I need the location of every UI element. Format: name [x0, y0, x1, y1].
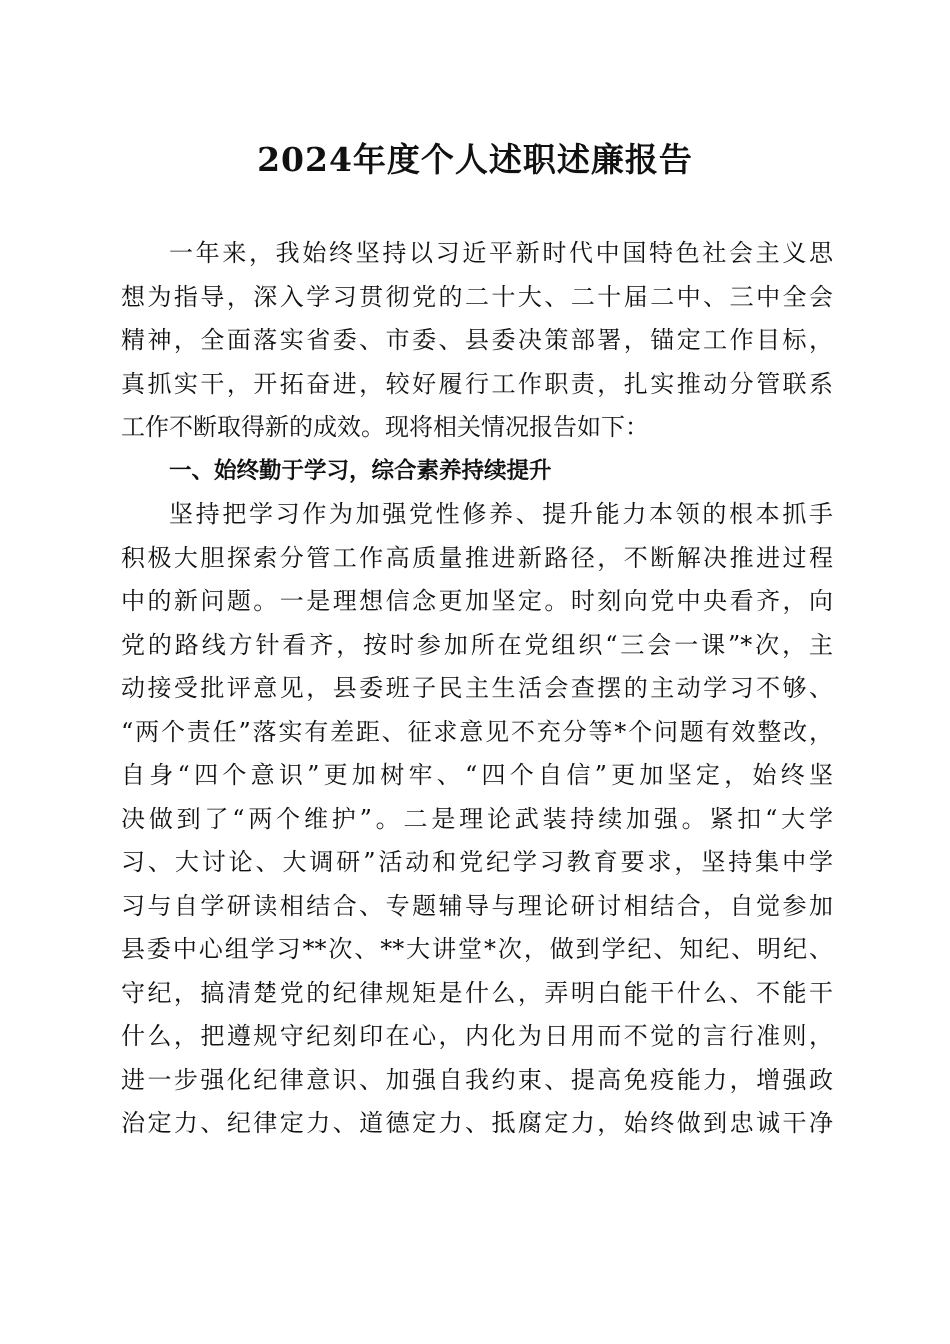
- document-body: [121, 232, 833, 1146]
- paragraph-line: 党的路线方针看齐，按时参加所在党组织“三会一课”*次，主: [121, 630, 833, 659]
- paragraph-line: 什么，把遵规守纪刻印在心，内化为日用而不觉的言行准则，: [121, 1022, 833, 1050]
- paragraph-line: 习与自学研读相结合、专题辅导与理论研讨相结合，自觉参加: [121, 891, 833, 920]
- paragraph-line: 自身“四个意识”更加树牢、“四个自信”更加坚定，始终坚: [121, 761, 833, 789]
- paragraph-line: 工作不断取得新的成效。现将相关情况报告如下：: [121, 413, 649, 441]
- paragraph-line: “两个责任”落实有差距、征求意见不充分等*个问题有效整改，: [121, 717, 833, 746]
- paragraph-line: 积极大胆探索分管工作高质量推进新路径，不断解决推进过程: [121, 543, 833, 572]
- paragraph-line: 守纪，搞清楚党的纪律规矩是什么，弄明白能干什么、不能干: [121, 978, 833, 1007]
- paragraph-line: 真抓实干，开拓奋进，较好履行工作职责，扎实推动分管联系: [121, 369, 833, 398]
- paragraph-line: 习、大讨论、大调研”活动和党纪学习教育要求，坚持集中学: [121, 848, 833, 876]
- paragraph-line: 治定力、纪律定力、道德定力、抵腐定力，始终做到忠诚干净: [121, 1109, 833, 1137]
- paragraph-line: 精神，全面落实省委、市委、县委决策部署，锚定工作目标，: [121, 326, 833, 354]
- paragraph-line: 坚持把学习作为加强党性修养、提升能力本领的根本抓手: [169, 500, 833, 528]
- paragraph-line: 进一步强化纪律意识、加强自我约束、提高免疫能力，增强政: [121, 1065, 833, 1094]
- document-title: 2024年度个人述职述廉报告: [257, 140, 693, 179]
- paragraph-line: 中的新问题。一是理想信念更加坚定。时刻向党中央看齐，向: [121, 587, 833, 615]
- paragraph-line: 一年来，我始终坚持以习近平新时代中国特色社会主义思: [169, 239, 833, 267]
- paragraph-line: 决做到了“两个维护”。二是理论武装持续加强。紧扣“大学: [121, 804, 833, 833]
- section-heading: 一、始终勤于学习，综合素养持续提升: [169, 457, 552, 484]
- paragraph-line: 想为指导，深入学习贯彻党的二十大、二十届二中、三中全会: [121, 282, 833, 311]
- paragraph-line: 县委中心组学习**次、**大讲堂*次，做到学纪、知纪、明纪、: [121, 935, 833, 963]
- paragraph-line: 动接受批评意见，县委班子民主生活会查摆的主动学习不够、: [121, 674, 833, 702]
